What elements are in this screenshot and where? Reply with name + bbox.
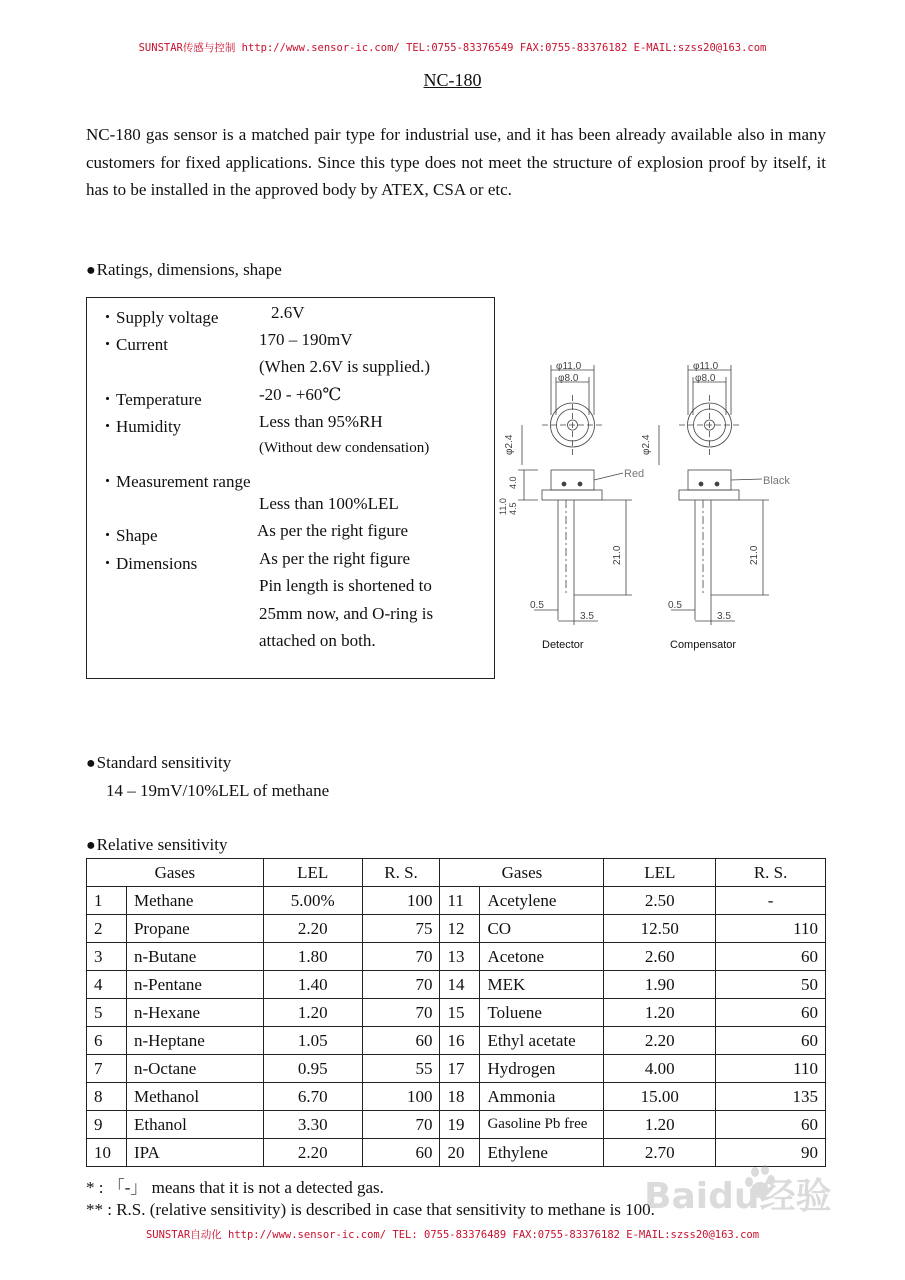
table-row bbox=[87, 887, 826, 915]
gas-name: IPA bbox=[126, 1139, 263, 1167]
row-index: 11 bbox=[440, 887, 480, 915]
table-row bbox=[87, 1055, 826, 1083]
rating-label: ・Temperature bbox=[99, 390, 202, 409]
rating-note: (Without dew condensation) bbox=[259, 440, 430, 456]
rating-label: ・Current bbox=[99, 335, 168, 354]
sensor-drawing bbox=[498, 355, 818, 665]
table-row bbox=[87, 971, 826, 999]
rs-value: 110 bbox=[716, 915, 826, 943]
dim-small-diameter: φ2.4 bbox=[504, 434, 515, 455]
rating-label: ・Humidity bbox=[99, 417, 182, 436]
row-index: 20 bbox=[440, 1139, 480, 1167]
dim-small-diameter: φ2.4 bbox=[641, 434, 652, 455]
dim-height-b: 4.5 bbox=[508, 502, 518, 515]
gas-name: Gasoline Pb free bbox=[480, 1111, 604, 1139]
rating-value: Less than 100%LEL bbox=[259, 494, 399, 513]
table-row bbox=[87, 1027, 826, 1055]
rs-value: 60 bbox=[716, 1027, 826, 1055]
page-header: SUNSTAR传感与控制 http://www.sensor-ic.com/ TEL:0755-83376549 FAX:0755-83376182 E-MAIL:szss20@163.com bbox=[138, 42, 767, 54]
dim-inner-diameter: φ8.0 bbox=[558, 373, 579, 384]
rating-note: 25mm now, and O-ring is bbox=[259, 604, 434, 623]
row-index: 2 bbox=[87, 915, 127, 943]
gas-name: Ethyl acetate bbox=[480, 1027, 604, 1055]
dim-outer-diameter: φ11.0 bbox=[556, 361, 582, 372]
lel-value: 2.20 bbox=[263, 1139, 362, 1167]
document-title: NC-180 bbox=[423, 70, 482, 90]
lel-value: 1.80 bbox=[263, 943, 362, 971]
row-index: 1 bbox=[87, 887, 127, 915]
rating-value: As per the right figure bbox=[257, 521, 409, 540]
dim-pin-length: 21.0 bbox=[612, 545, 623, 565]
bullet-icon: ● bbox=[86, 755, 96, 772]
row-index: 10 bbox=[87, 1139, 127, 1167]
column-header: Gases bbox=[87, 859, 264, 887]
compensator-color-label: Black bbox=[763, 475, 790, 487]
dim-height-a: 4.0 bbox=[508, 476, 518, 489]
row-index: 14 bbox=[440, 971, 480, 999]
table-row bbox=[87, 999, 826, 1027]
gas-name: CO bbox=[480, 915, 604, 943]
baidu-watermark bbox=[640, 1160, 870, 1220]
lel-value: 0.95 bbox=[263, 1055, 362, 1083]
page-footer: SUNSTAR自动化 http://www.sensor-ic.com/ TEL: 0755-83376489 FAX:0755-83376182 E-MAIL:szss20@163.com bbox=[145, 1229, 760, 1241]
column-header: LEL bbox=[263, 859, 362, 887]
row-index: 13 bbox=[440, 943, 480, 971]
compensator-caption: Compensator bbox=[670, 639, 737, 651]
intro-paragraph: NC-180 gas sensor is a matched pair type for industrial use, and it has been already available also in many customers for fixed applications. Since this type does not meet the structure of explosion proof by itself, it has to be installed in the approved body by ATEX, CSA or etc. bbox=[86, 125, 826, 199]
row-index: 19 bbox=[440, 1111, 480, 1139]
rs-value: 100 bbox=[362, 1083, 440, 1111]
gas-name: Acetylene bbox=[480, 887, 604, 915]
compensator-drawing bbox=[641, 361, 790, 625]
dim-pin-diameter: 0.5 bbox=[668, 600, 682, 611]
gas-name: n-Octane bbox=[126, 1055, 263, 1083]
row-index: 16 bbox=[440, 1027, 480, 1055]
table-row bbox=[87, 915, 826, 943]
rating-label: ・Dimensions bbox=[99, 554, 198, 573]
dim-inner-diameter: φ8.0 bbox=[695, 373, 716, 384]
rs-value: 55 bbox=[362, 1055, 440, 1083]
gas-name: MEK bbox=[480, 971, 604, 999]
detector-color-label: Red bbox=[624, 468, 645, 480]
relative-sensitivity-heading bbox=[86, 835, 227, 855]
table-row bbox=[87, 1111, 826, 1139]
rs-value: 60 bbox=[716, 999, 826, 1027]
rating-value: Less than 95%RH bbox=[259, 412, 383, 431]
rating-label: ・Measurement range bbox=[99, 472, 251, 491]
lel-value: 12.50 bbox=[604, 915, 716, 943]
gas-name: Ethanol bbox=[126, 1111, 263, 1139]
rating-value: As per the right figure bbox=[259, 549, 411, 568]
dim-pin-pitch: 3.5 bbox=[717, 611, 731, 622]
rs-value: 135 bbox=[716, 1083, 826, 1111]
row-index: 17 bbox=[440, 1055, 480, 1083]
lel-value: 1.20 bbox=[604, 1111, 716, 1139]
gas-name: Hydrogen bbox=[480, 1055, 604, 1083]
rs-value: - bbox=[716, 887, 826, 915]
rating-label: ・Supply voltage bbox=[99, 308, 219, 327]
gas-name: Methanol bbox=[126, 1083, 263, 1111]
gas-name: Acetone bbox=[480, 943, 604, 971]
relative-sensitivity-table bbox=[86, 858, 826, 1167]
watermark-text: Baidu经验 bbox=[644, 1176, 832, 1217]
dim-pin-pitch: 3.5 bbox=[580, 611, 594, 622]
footnote-2: ** : R.S. (relative sensitivity) is described in case that sensitivity to methane is 100. bbox=[86, 1200, 655, 1219]
rs-value: 70 bbox=[362, 943, 440, 971]
lel-value: 6.70 bbox=[263, 1083, 362, 1111]
lel-value: 3.30 bbox=[263, 1111, 362, 1139]
ratings-heading-text: Ratings, dimensions, shape bbox=[96, 260, 282, 279]
rs-value: 70 bbox=[362, 971, 440, 999]
lel-value: 1.40 bbox=[263, 971, 362, 999]
ratings-heading bbox=[86, 260, 282, 280]
rating-value: 170 – 190mV bbox=[259, 330, 353, 349]
rating-label: ・Shape bbox=[99, 526, 158, 545]
column-header: R. S. bbox=[716, 859, 826, 887]
row-index: 12 bbox=[440, 915, 480, 943]
bullet-icon: ● bbox=[86, 262, 96, 279]
rs-value: 110 bbox=[716, 1055, 826, 1083]
lel-value: 2.50 bbox=[604, 887, 716, 915]
rs-value: 60 bbox=[362, 1027, 440, 1055]
lel-value: 1.20 bbox=[604, 999, 716, 1027]
lel-value: 4.00 bbox=[604, 1055, 716, 1083]
lel-value: 1.20 bbox=[263, 999, 362, 1027]
row-index: 5 bbox=[87, 999, 127, 1027]
rs-value: 70 bbox=[362, 999, 440, 1027]
lel-value: 2.20 bbox=[604, 1027, 716, 1055]
lel-value: 2.70 bbox=[604, 1139, 716, 1167]
rs-value: 50 bbox=[716, 971, 826, 999]
rs-value: 100 bbox=[362, 887, 440, 915]
row-index: 4 bbox=[87, 971, 127, 999]
lel-value: 1.90 bbox=[604, 971, 716, 999]
detector-caption: Detector bbox=[542, 639, 584, 651]
rs-value: 75 bbox=[362, 915, 440, 943]
gas-name: Propane bbox=[126, 915, 263, 943]
rating-note: Pin length is shortened to bbox=[259, 576, 432, 595]
row-index: 7 bbox=[87, 1055, 127, 1083]
gas-name: Ethylene bbox=[480, 1139, 604, 1167]
rating-value: 2.6V bbox=[271, 303, 305, 322]
gas-name: Ammonia bbox=[480, 1083, 604, 1111]
rs-value: 90 bbox=[716, 1139, 826, 1167]
gas-name: n-Pentane bbox=[126, 971, 263, 999]
standard-sensitivity-heading bbox=[86, 753, 231, 773]
gas-name: n-Butane bbox=[126, 943, 263, 971]
dim-total-height: 11.0 bbox=[498, 498, 508, 515]
rs-value: 60 bbox=[716, 1111, 826, 1139]
dim-pin-length: 21.0 bbox=[749, 545, 760, 565]
lel-value: 2.60 bbox=[604, 943, 716, 971]
gas-name: Methane bbox=[126, 887, 263, 915]
lel-value: 5.00% bbox=[263, 887, 362, 915]
table-row bbox=[87, 943, 826, 971]
column-header: LEL bbox=[604, 859, 716, 887]
table-header-row bbox=[87, 859, 826, 887]
row-index: 15 bbox=[440, 999, 480, 1027]
gas-name: Toluene bbox=[480, 999, 604, 1027]
row-index: 8 bbox=[87, 1083, 127, 1111]
relative-heading-text: Relative sensitivity bbox=[96, 835, 228, 854]
row-index: 3 bbox=[87, 943, 127, 971]
rating-note: (When 2.6V is supplied.) bbox=[259, 357, 431, 376]
standard-sensitivity-value: 14 – 19mV/10%LEL of methane bbox=[106, 781, 330, 800]
lel-value: 15.00 bbox=[604, 1083, 716, 1111]
table-row bbox=[87, 1083, 826, 1111]
column-header: Gases bbox=[440, 859, 604, 887]
lel-value: 1.05 bbox=[263, 1027, 362, 1055]
standard-heading-text: Standard sensitivity bbox=[96, 753, 232, 772]
dim-outer-diameter: φ11.0 bbox=[693, 361, 719, 372]
rs-value: 60 bbox=[716, 943, 826, 971]
footnote-1: * : 「-」 means that it is not a detected gas. bbox=[86, 1178, 384, 1197]
lel-value: 2.20 bbox=[263, 915, 362, 943]
ratings-box bbox=[86, 297, 495, 679]
row-index: 18 bbox=[440, 1083, 480, 1111]
rating-value: -20 - +60℃ bbox=[259, 385, 342, 404]
bullet-icon: ● bbox=[86, 837, 96, 854]
gas-name: n-Heptane bbox=[126, 1027, 263, 1055]
row-index: 9 bbox=[87, 1111, 127, 1139]
sensor-dimension-figure bbox=[498, 355, 818, 665]
dim-pin-diameter: 0.5 bbox=[530, 600, 544, 611]
rs-value: 70 bbox=[362, 1111, 440, 1139]
column-header: R. S. bbox=[362, 859, 440, 887]
detector-drawing bbox=[498, 361, 644, 625]
gas-name: n-Hexane bbox=[126, 999, 263, 1027]
rating-note: attached on both. bbox=[259, 631, 376, 650]
row-index: 6 bbox=[87, 1027, 127, 1055]
rs-value: 60 bbox=[362, 1139, 440, 1167]
